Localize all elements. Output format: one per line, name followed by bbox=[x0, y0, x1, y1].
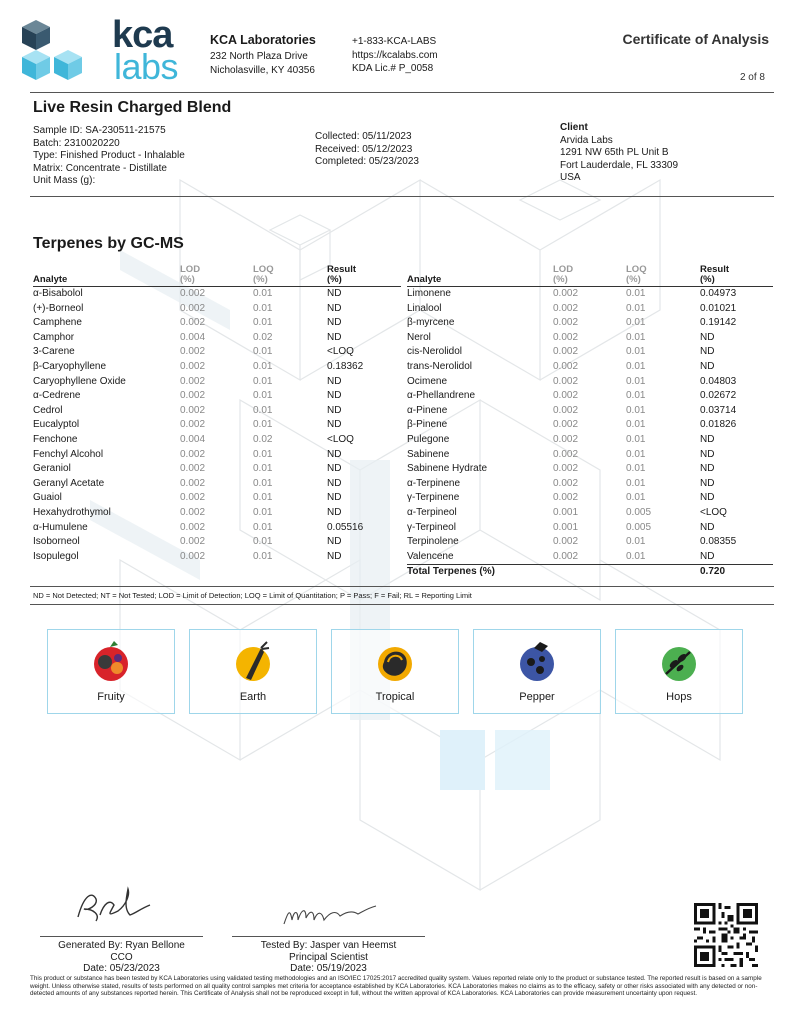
loq-cell: 0.01 bbox=[626, 492, 646, 504]
analyte-cell: α-Cedrene bbox=[33, 390, 81, 402]
loq-cell: 0.01 bbox=[253, 404, 273, 416]
table-row bbox=[33, 418, 401, 433]
result-cell: ND bbox=[327, 550, 342, 562]
signature-line-tested bbox=[232, 936, 425, 937]
client-address1: 1291 NW 65th PL Unit B bbox=[560, 147, 669, 158]
analyte-cell: trans-Nerolidol bbox=[407, 360, 473, 372]
result-cell: ND bbox=[327, 302, 342, 314]
analyte-cell: (+)-Borneol bbox=[33, 302, 84, 314]
aroma-label: Hops bbox=[666, 691, 692, 703]
result-cell: ND bbox=[327, 477, 342, 489]
col-loq bbox=[253, 265, 327, 287]
lab-name: KCA Laboratories bbox=[210, 33, 316, 47]
result-cell: 0.03714 bbox=[700, 404, 737, 416]
signature-ryan-bellone bbox=[70, 885, 160, 927]
batch: Batch: 2310020220 bbox=[33, 137, 120, 149]
result-cell: ND bbox=[700, 448, 715, 460]
lab-phone: +1-833-KCA-LABS bbox=[352, 36, 437, 47]
table-row bbox=[33, 448, 401, 463]
client-address2: Fort Lauderdale, FL 33309 bbox=[560, 159, 679, 171]
client-country: USA bbox=[560, 172, 581, 183]
analyte-cell: Isoborneol bbox=[33, 536, 80, 548]
aroma-label: Tropical bbox=[375, 691, 415, 703]
table-row bbox=[407, 491, 773, 506]
section-title: Terpenes by GC-MS bbox=[33, 235, 184, 252]
signature-line-generated bbox=[40, 936, 203, 937]
lod-cell: 0.002 bbox=[553, 360, 579, 372]
table-row bbox=[407, 477, 773, 492]
lod-cell: 0.002 bbox=[180, 360, 206, 372]
hops-icon bbox=[660, 640, 698, 684]
loq-cell: 0.01 bbox=[626, 419, 646, 431]
loq-cell: 0.01 bbox=[626, 433, 646, 445]
total-terpenes-label: Total Terpenes (%) bbox=[407, 566, 495, 578]
loq-cell: 0.01 bbox=[626, 346, 646, 358]
analyte-cell: Sabinene bbox=[407, 448, 450, 460]
analyte-cell: Camphene bbox=[33, 317, 82, 329]
analyte-cell: Hexahydrothymol bbox=[33, 506, 111, 518]
result-cell: ND bbox=[700, 360, 715, 372]
sample-id: Sample ID: SA-230511-21575 bbox=[33, 125, 166, 136]
loq-cell: 0.01 bbox=[253, 492, 273, 504]
table-row bbox=[407, 389, 773, 404]
aroma-label: Pepper bbox=[519, 691, 555, 703]
result-cell: ND bbox=[327, 390, 342, 402]
lod-cell: 0.002 bbox=[180, 317, 206, 329]
table-row bbox=[33, 550, 401, 565]
table-header-row bbox=[33, 265, 401, 287]
analyte-cell: α-Phellandrene bbox=[407, 390, 476, 402]
analyte-cell: Geraniol bbox=[33, 463, 71, 475]
result-cell: 0.18362 bbox=[327, 360, 364, 372]
lod-cell: 0.002 bbox=[180, 536, 206, 548]
header-divider bbox=[30, 92, 774, 93]
client-name: Arvida Labs bbox=[560, 134, 613, 146]
loq-cell: 0.01 bbox=[253, 550, 273, 562]
lod-cell: 0.002 bbox=[553, 317, 579, 329]
lod-cell: 0.002 bbox=[553, 419, 579, 431]
loq-cell: 0.01 bbox=[253, 390, 273, 402]
lod-cell: 0.002 bbox=[553, 477, 579, 489]
fruit-icon bbox=[92, 640, 130, 684]
col-lod-label: LOD bbox=[180, 264, 201, 275]
aroma-fruity bbox=[47, 629, 175, 714]
lod-cell: 0.002 bbox=[180, 463, 206, 475]
analyte-cell: Limonene bbox=[407, 288, 451, 299]
loq-cell: 0.01 bbox=[626, 360, 646, 372]
lod-cell: 0.002 bbox=[180, 419, 206, 431]
table-row bbox=[33, 360, 401, 375]
loq-cell: 0.01 bbox=[626, 536, 646, 548]
table-row bbox=[407, 287, 773, 302]
table-row bbox=[33, 287, 401, 302]
table-row bbox=[407, 404, 773, 419]
lab-address bbox=[210, 50, 315, 77]
lod-cell: 0.002 bbox=[553, 331, 579, 343]
analyte-cell: Fenchyl Alcohol bbox=[33, 448, 104, 460]
result-cell: 0.08355 bbox=[700, 536, 737, 548]
document-title: Certificate of Analysis bbox=[622, 31, 769, 47]
result-cell: ND bbox=[700, 550, 715, 562]
table-divider bbox=[30, 586, 774, 587]
lod-cell: 0.002 bbox=[180, 375, 206, 387]
col-loq-unit: (%) bbox=[253, 274, 268, 285]
lod-cell: 0.001 bbox=[553, 521, 579, 533]
analyte-cell: γ-Terpineol bbox=[407, 521, 456, 533]
table-row bbox=[33, 491, 401, 506]
loq-cell: 0.01 bbox=[626, 390, 646, 402]
lab-contact bbox=[352, 35, 438, 76]
table-row bbox=[407, 550, 773, 565]
analyte-cell: Terpinolene bbox=[407, 536, 459, 548]
tested-by-block bbox=[232, 940, 425, 975]
lod-cell: 0.002 bbox=[180, 521, 206, 533]
client-label: Client bbox=[560, 122, 588, 133]
pepper-icon bbox=[518, 640, 556, 684]
lod-cell: 0.004 bbox=[180, 433, 206, 445]
result-cell: 0.19142 bbox=[700, 317, 737, 329]
client-block bbox=[560, 122, 678, 185]
result-cell: <LOQ bbox=[327, 433, 354, 445]
lod-cell: 0.002 bbox=[553, 346, 579, 358]
qr-code[interactable] bbox=[694, 903, 758, 967]
result-cell: 0.04973 bbox=[700, 288, 737, 299]
table-row bbox=[407, 433, 773, 448]
date-completed: Completed: 05/23/2023 bbox=[315, 156, 419, 167]
table-row bbox=[407, 448, 773, 463]
col-analyte: Analyte bbox=[33, 274, 68, 285]
lod-cell: 0.002 bbox=[180, 506, 206, 518]
result-cell: 0.01021 bbox=[700, 302, 737, 314]
table-header-row bbox=[407, 265, 773, 287]
col-lod-label: LOD bbox=[553, 264, 574, 275]
aroma-hops bbox=[615, 629, 743, 714]
analyte-cell: α-Terpineol bbox=[407, 506, 457, 518]
loq-cell: 0.01 bbox=[626, 317, 646, 329]
result-cell: <LOQ bbox=[327, 346, 354, 358]
table-row bbox=[407, 360, 773, 375]
logo-text-kca: kca bbox=[112, 14, 173, 56]
analyte-cell: cis-Nerolidol bbox=[407, 346, 463, 358]
table-row bbox=[33, 521, 401, 536]
result-cell: ND bbox=[327, 331, 342, 343]
result-cell: 0.05516 bbox=[327, 521, 364, 533]
lod-cell: 0.002 bbox=[180, 302, 206, 314]
loq-cell: 0.01 bbox=[253, 536, 273, 548]
loq-cell: 0.01 bbox=[253, 419, 273, 431]
result-cell: ND bbox=[700, 492, 715, 504]
table-row bbox=[33, 331, 401, 346]
lod-cell: 0.002 bbox=[180, 346, 206, 358]
lab-address-line1: 232 North Plaza Drive bbox=[210, 51, 308, 62]
result-cell: ND bbox=[700, 521, 715, 533]
col-lod-unit: (%) bbox=[553, 274, 568, 285]
loq-cell: 0.01 bbox=[626, 331, 646, 343]
sample-dates bbox=[315, 131, 419, 169]
table-row bbox=[407, 521, 773, 536]
analyte-cell: Ocimene bbox=[407, 375, 448, 387]
loq-cell: 0.01 bbox=[626, 302, 646, 314]
result-cell: ND bbox=[327, 492, 342, 504]
loq-cell: 0.01 bbox=[253, 506, 273, 518]
signature-jasper-van-heemst bbox=[280, 898, 380, 934]
generated-title: CCO bbox=[110, 951, 133, 963]
lod-cell: 0.002 bbox=[553, 404, 579, 416]
aroma-label: Fruity bbox=[97, 691, 125, 703]
col-analyte: Analyte bbox=[407, 274, 442, 285]
result-cell: ND bbox=[700, 463, 715, 475]
product-name: Live Resin Charged Blend bbox=[33, 99, 232, 116]
left-table-body bbox=[33, 287, 401, 565]
loq-cell: 0.01 bbox=[253, 477, 273, 489]
result-cell: ND bbox=[327, 419, 342, 431]
loq-cell: 0.01 bbox=[253, 288, 273, 299]
lod-cell: 0.002 bbox=[553, 288, 579, 299]
col-loq-label: LOQ bbox=[253, 264, 274, 275]
lod-cell: 0.002 bbox=[553, 433, 579, 445]
lod-cell: 0.002 bbox=[553, 448, 579, 460]
logo-text-labs: labs bbox=[114, 46, 179, 87]
abbreviation-legend: ND = Not Detected; NT = Not Tested; LOD = Limit of Detection; LOQ = Limit of Quantitation; P = Pass; F = Fail; RL = Reporting Limit bbox=[33, 591, 472, 600]
result-cell: ND bbox=[700, 331, 715, 343]
col-loq bbox=[626, 265, 700, 287]
analyte-cell: Fenchone bbox=[33, 433, 78, 445]
result-cell: ND bbox=[327, 375, 342, 387]
lod-cell: 0.002 bbox=[180, 477, 206, 489]
table-row bbox=[407, 535, 773, 550]
col-result-label: Result bbox=[700, 264, 730, 275]
result-cell: 0.04803 bbox=[700, 375, 737, 387]
terpenes-table-left bbox=[33, 265, 401, 564]
lab-license: KDA Lic.# P_0058 bbox=[352, 63, 434, 74]
loq-cell: 0.01 bbox=[626, 550, 646, 562]
table-row bbox=[407, 462, 773, 477]
col-result-unit: (%) bbox=[700, 274, 715, 285]
table-row bbox=[407, 316, 773, 331]
table-row bbox=[33, 462, 401, 477]
loq-cell: 0.01 bbox=[626, 463, 646, 475]
table-row bbox=[407, 506, 773, 521]
table-row bbox=[33, 375, 401, 390]
loq-cell: 0.01 bbox=[253, 346, 273, 358]
logo-cubes bbox=[20, 18, 100, 88]
analyte-cell: γ-Terpinene bbox=[407, 492, 460, 504]
lod-cell: 0.002 bbox=[553, 492, 579, 504]
loq-cell: 0.01 bbox=[626, 404, 646, 416]
analyte-cell: Sabinene Hydrate bbox=[407, 463, 488, 475]
lab-website[interactable]: https://kcalabs.com bbox=[352, 49, 438, 61]
date-received: Received: 05/12/2023 bbox=[315, 143, 413, 155]
analyte-cell: Geranyl Acetate bbox=[33, 477, 105, 489]
sample-matrix: Matrix: Concentrate - Distillate bbox=[33, 162, 167, 174]
table-row bbox=[33, 345, 401, 360]
col-result bbox=[700, 265, 773, 287]
tested-date: Date: 05/19/2023 bbox=[290, 963, 367, 974]
analyte-cell: Camphor bbox=[33, 331, 75, 343]
col-result-label: Result bbox=[327, 264, 357, 275]
lod-cell: 0.002 bbox=[553, 390, 579, 402]
loq-cell: 0.01 bbox=[253, 360, 273, 372]
analyte-cell: β-myrcene bbox=[407, 317, 455, 329]
aroma-pepper bbox=[473, 629, 601, 714]
tested-title: Principal Scientist bbox=[289, 951, 368, 963]
table-row bbox=[33, 506, 401, 521]
analyte-cell: Nerol bbox=[407, 331, 431, 343]
sample-details bbox=[33, 125, 185, 188]
lod-cell: 0.002 bbox=[553, 375, 579, 387]
lod-cell: 0.002 bbox=[180, 390, 206, 402]
result-cell: ND bbox=[700, 477, 715, 489]
col-result bbox=[327, 265, 401, 287]
lab-address-line2: Nicholasville, KY 40356 bbox=[210, 64, 315, 76]
result-cell: 0.02672 bbox=[700, 390, 737, 402]
loq-cell: 0.01 bbox=[626, 375, 646, 387]
loq-cell: 0.005 bbox=[626, 506, 652, 518]
table-row bbox=[33, 302, 401, 317]
total-terpenes-row bbox=[407, 565, 773, 580]
table-row bbox=[33, 477, 401, 492]
col-lod-unit: (%) bbox=[180, 274, 195, 285]
col-loq-unit: (%) bbox=[626, 274, 641, 285]
analyte-cell: Eucalyptol bbox=[33, 419, 80, 431]
analyte-cell: Pulegone bbox=[407, 433, 450, 445]
disclaimer: This product or substance has been tested by KCA Laboratories using validated testing methodologies and an ISO/IEC 17025:2017 accredited quality system. Values reported relate only to the product or substance tested. The reported result is based on a sample weight. Unless otherwise stated, results of tests performed on all quality control samples met criteria for acceptance established by KCA Laboratories. KCA Laboratories makes no claims as to the efficacy, safety or other risks associated with any detected or non-detected amounts of any substances reported herein. This Certificate of Analysis shall not be reproduced except in full, without the written approval of KCA Laboratories. KCA Laboratories can provide measurement uncertainty upon request. bbox=[30, 975, 762, 998]
lod-cell: 0.002 bbox=[180, 288, 206, 299]
loq-cell: 0.01 bbox=[626, 477, 646, 489]
result-cell: ND bbox=[327, 506, 342, 518]
table-row bbox=[407, 375, 773, 390]
loq-cell: 0.01 bbox=[253, 317, 273, 329]
loq-cell: 0.01 bbox=[253, 521, 273, 533]
generated-date: Date: 05/23/2023 bbox=[83, 963, 160, 974]
legend-divider bbox=[30, 604, 774, 605]
tested-by: Tested By: Jasper van Heemst bbox=[260, 940, 397, 951]
lod-cell: 0.002 bbox=[180, 492, 206, 504]
generated-by: Generated By: Ryan Bellone bbox=[58, 940, 185, 951]
analyte-cell: α-Pinene bbox=[407, 404, 448, 416]
aroma-earth bbox=[189, 629, 317, 714]
lod-cell: 0.002 bbox=[180, 448, 206, 460]
loq-cell: 0.005 bbox=[626, 521, 652, 533]
analyte-cell: Caryophyllene Oxide bbox=[33, 375, 126, 387]
loq-cell: 0.01 bbox=[253, 463, 273, 475]
analyte-cell: Linalool bbox=[407, 302, 442, 314]
loq-cell: 0.01 bbox=[626, 448, 646, 460]
loq-cell: 0.01 bbox=[253, 302, 273, 314]
lod-cell: 0.002 bbox=[553, 550, 579, 562]
lod-cell: 0.002 bbox=[553, 302, 579, 314]
analyte-cell: 3-Carene bbox=[33, 346, 75, 358]
lod-cell: 0.002 bbox=[180, 550, 206, 562]
analyte-cell: Isopulegol bbox=[33, 550, 79, 562]
generated-by-block bbox=[40, 940, 203, 975]
right-table-body bbox=[407, 287, 773, 580]
table-row bbox=[33, 433, 401, 448]
result-cell: ND bbox=[327, 536, 342, 548]
mango-icon bbox=[376, 640, 414, 684]
loq-cell: 0.01 bbox=[626, 288, 646, 299]
lod-cell: 0.002 bbox=[180, 404, 206, 416]
table-row bbox=[33, 389, 401, 404]
date-collected: Collected: 05/11/2023 bbox=[315, 131, 412, 142]
unit-mass: Unit Mass (g): bbox=[33, 175, 96, 186]
analyte-cell: β-Pinene bbox=[407, 419, 448, 431]
col-lod bbox=[180, 265, 253, 287]
table-row bbox=[33, 535, 401, 550]
loq-cell: 0.02 bbox=[253, 331, 273, 343]
col-lod bbox=[553, 265, 626, 287]
total-terpenes-value: 0.720 bbox=[700, 566, 726, 578]
aroma-label: Earth bbox=[239, 691, 267, 703]
table-row bbox=[407, 345, 773, 360]
loq-cell: 0.02 bbox=[253, 433, 273, 445]
analyte-cell: α-Humulene bbox=[33, 521, 88, 533]
analyte-cell: α-Terpinene bbox=[407, 477, 461, 489]
lod-cell: 0.002 bbox=[553, 536, 579, 548]
sample-type: Type: Finished Product - Inhalable bbox=[33, 150, 185, 161]
col-loq-label: LOQ bbox=[626, 264, 647, 275]
result-cell: ND bbox=[327, 288, 342, 299]
table-row bbox=[407, 418, 773, 433]
table-row bbox=[407, 331, 773, 346]
result-cell: 0.01826 bbox=[700, 419, 737, 431]
loq-cell: 0.01 bbox=[253, 448, 273, 460]
carrot-icon bbox=[234, 640, 272, 684]
analyte-cell: Guaiol bbox=[33, 492, 62, 504]
lod-cell: 0.001 bbox=[553, 506, 579, 518]
result-cell: ND bbox=[327, 448, 342, 460]
table-row bbox=[33, 404, 401, 419]
analyte-cell: β-Caryophyllene bbox=[33, 360, 107, 372]
lod-cell: 0.004 bbox=[180, 331, 206, 343]
terpenes-table-right bbox=[407, 265, 773, 580]
result-cell: ND bbox=[700, 433, 715, 445]
page-number: 2 of 8 bbox=[739, 72, 765, 83]
result-cell: ND bbox=[327, 317, 342, 329]
info-divider bbox=[30, 196, 774, 197]
table-row bbox=[33, 316, 401, 331]
loq-cell: 0.01 bbox=[253, 375, 273, 387]
lod-cell: 0.002 bbox=[553, 463, 579, 475]
analyte-cell: α-Bisabolol bbox=[33, 288, 83, 299]
col-result-unit: (%) bbox=[327, 274, 342, 285]
result-cell: ND bbox=[700, 346, 715, 358]
result-cell: ND bbox=[327, 463, 342, 475]
analyte-cell: Valencene bbox=[407, 550, 454, 562]
aroma-tropical bbox=[331, 629, 459, 714]
result-cell: <LOQ bbox=[700, 506, 727, 518]
analyte-cell: Cedrol bbox=[33, 404, 63, 416]
table-row bbox=[407, 302, 773, 317]
result-cell: ND bbox=[327, 404, 342, 416]
